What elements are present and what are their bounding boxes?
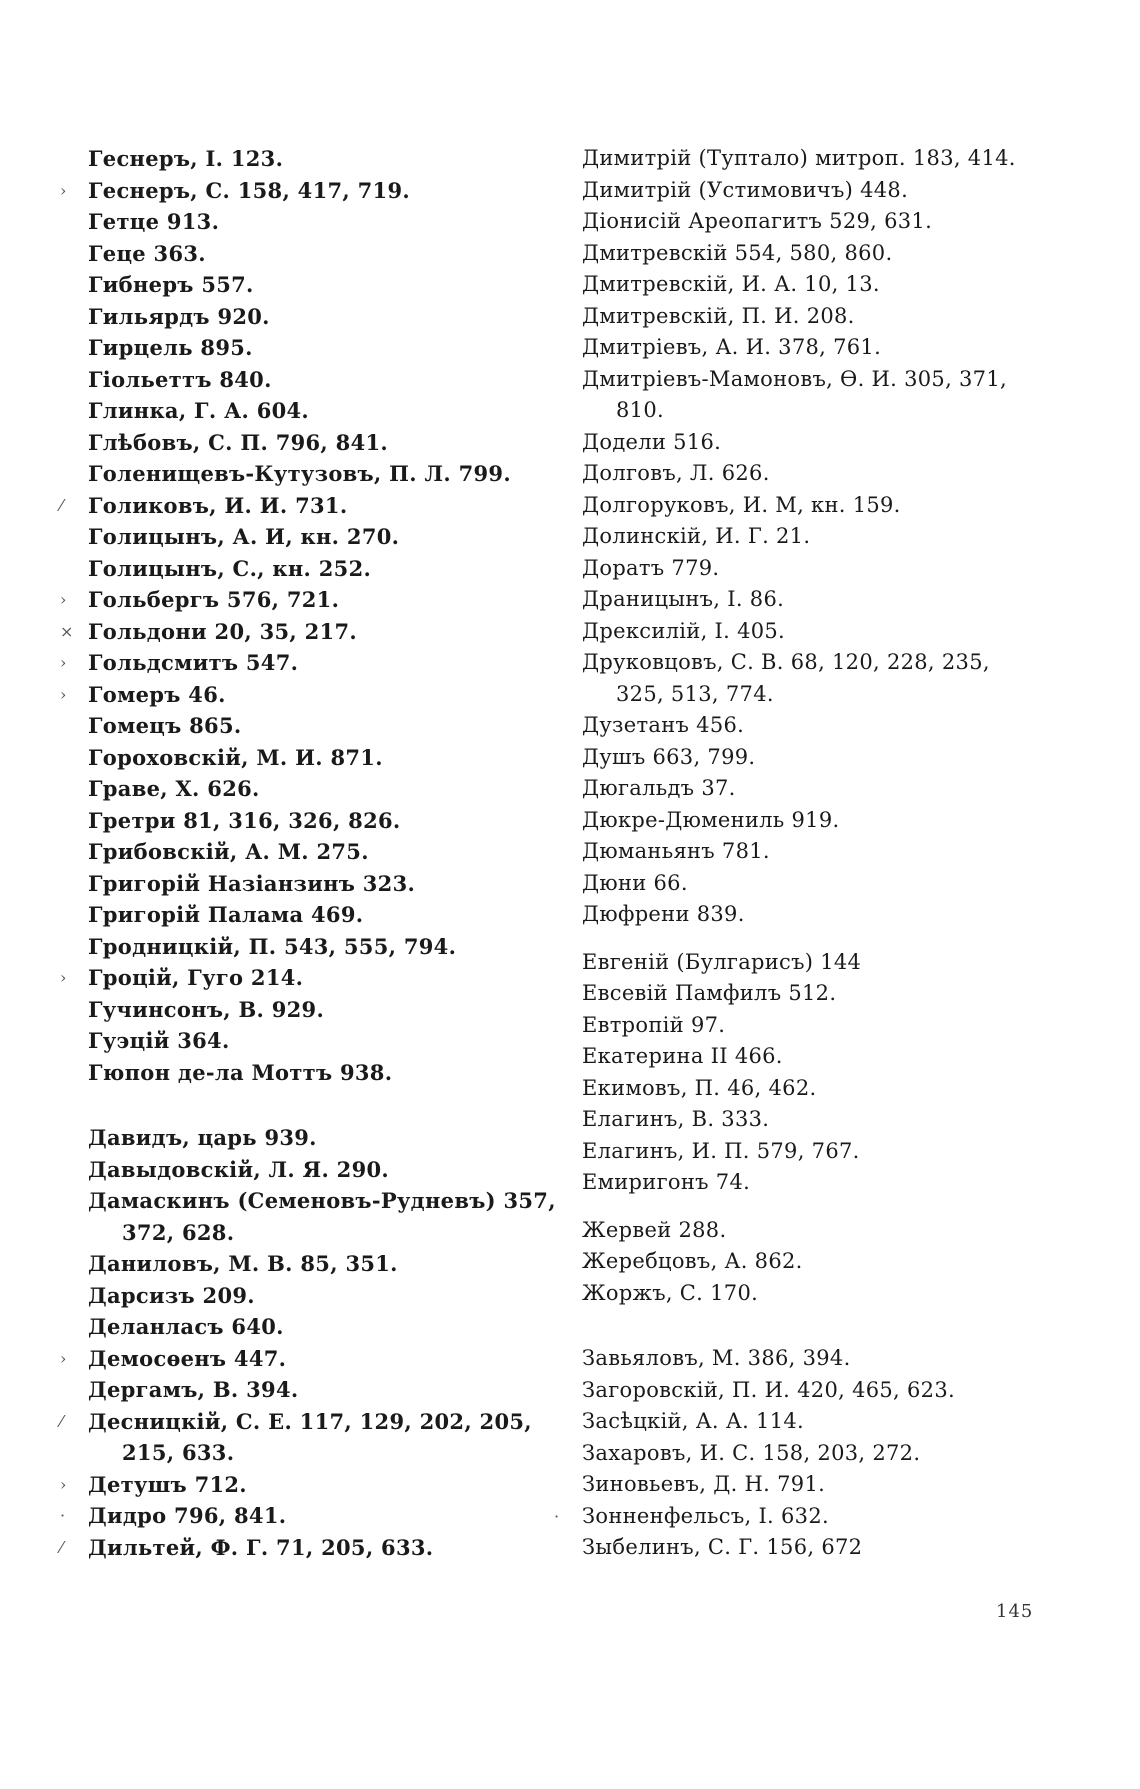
index-entry-text: Евгеній (Булгарисъ) 144 [582,949,862,974]
index-entry-text: Геснеръ, І. 123. [88,146,284,171]
index-entry-text: Гороховскій, М. И. 871. [88,744,383,770]
index-entry-text: Дмитревскій, П. И. 208. [582,303,855,328]
index-entry-text: Дарсизъ 209. [88,1282,255,1308]
index-entry-text: Десницкій, С. Е. 117, 129, 202, 205, 215, 633. [88,1408,532,1465]
index-entry-text: Гольдони 20, 35, 217. [88,618,357,644]
index-entry-text: Детушъ 712. [88,1471,247,1497]
index-entry [88,206,558,238]
index-entry [582,1136,1042,1168]
index-entry-text: Дузетанъ 456. [582,713,745,737]
index-entry-text: Геснеръ, С. 158, 417, 719. [88,177,410,203]
index-entry [582,742,1042,774]
index-entry-text: Гучинсонъ, В. 929. [88,996,325,1022]
margin-mark: × [60,621,74,641]
index-entry [582,1010,1042,1042]
margin-mark: › [60,1348,67,1368]
index-entry [88,1025,558,1057]
index-entry-text: Давидъ, царь 939. [88,1125,317,1150]
index-entry [88,238,558,270]
index-entry-text: Голенищевъ-Кутузовъ, П. Л. 799. [88,461,511,486]
index-entry [60,490,558,522]
index-entry [60,616,558,648]
index-entry-text: Гродницкій, П. 543, 555, 794. [88,933,457,959]
index-entry [88,710,558,742]
index-entry-text: Жеребцовъ, А. 862. [582,1249,803,1273]
index-entry-text: Доратъ 779. [582,555,720,580]
index-entry-text: Гетце 913. [88,209,220,234]
index-entry-text: Голицынъ, А. И, кн. 270. [88,524,400,549]
index-entry-text: Елагинъ, И. П. 579, 767. [582,1138,860,1163]
index-entry-text: Гюпон де-ла Моттъ 938. [88,1059,393,1085]
index-entry [88,521,558,553]
index-entry-text: Долговъ, Л. 626. [582,461,770,485]
index-entry [60,679,558,711]
index-entry [60,1532,558,1564]
index-entry [88,805,558,837]
index-entry-text: Дамаскинъ (Семеновъ-Рудневъ) 357, 372, 628. [88,1188,556,1245]
index-entry-text: Грибовскій, А. М. 275. [88,839,369,864]
margin-mark: › [60,968,67,987]
index-entry [88,364,558,396]
index-entry-text: Димитрій (Устимовичъ) 448. [582,177,909,202]
index-entry-text: Дюфрени 839. [582,902,745,926]
index-entry-text: Засѣцкій, А. А. 114. [582,1409,804,1433]
index-entry-text: Драницынъ, І. 86. [582,587,785,611]
index-entry [582,1438,1042,1470]
index-entry-text: Душъ 663, 799. [582,744,756,769]
index-entry-text: Гіольеттъ 840. [88,366,272,392]
index-entry [582,175,1042,207]
index-entry-text: Григорій Назіанзинъ 323. [88,870,416,896]
index-entry [582,1343,1042,1375]
index-entry [88,1185,558,1248]
index-entry-text: Евсевій Памфилъ 512. [582,981,837,1005]
index-entry [582,301,1042,333]
index-entry-text: Екимовъ, П. 46, 462. [582,1075,817,1100]
index-entry-text: Гретри 81, 316, 326, 826. [88,807,401,833]
index-entry [582,143,1042,175]
index-entry [88,1122,558,1154]
margin-mark: ⁄ [60,1411,63,1431]
index-entry [88,1248,558,1280]
index-entry-text: Зиновьевъ, Д. Н. 791. [582,1472,826,1496]
index-entry-text: Друковцовъ, С. В. 68, 120, 228, 235, 325, 513, 774. [582,650,990,706]
index-entry-text: Голиковъ, И. И. 731. [88,492,348,518]
index-entry [582,1278,1042,1310]
index-entry [582,584,1042,616]
index-entry [582,1246,1042,1278]
index-entry [88,1057,558,1089]
index-entry [582,427,1042,459]
index-entry [582,206,1042,238]
index-entry [582,490,1042,522]
index-entry-text: Гуэцій 364. [88,1028,230,1053]
index-entry [88,773,558,805]
index-entry-text: Граве, Х. 626. [88,776,260,801]
index-entry [582,773,1042,805]
index-entry-text: Дмитріевъ, А. И. 378, 761. [582,335,882,359]
index-entry [582,1073,1042,1105]
index-entry [582,1469,1042,1501]
index-entry [582,978,1042,1010]
index-entry-text: Жоржъ, С. 170. [582,1280,759,1305]
margin-mark: · [554,1506,560,1526]
index-entry [582,458,1042,490]
index-entry-text: Деланласъ 640. [88,1314,284,1339]
index-entry [582,710,1042,742]
index-entry [88,301,558,333]
index-entry-text: Екатерина II 466. [582,1044,783,1068]
index-entry [582,947,1042,979]
index-entry [582,805,1042,837]
margin-mark: › [60,180,67,200]
index-entry [60,962,558,994]
index-entry [582,647,1042,710]
index-entry-text: Дюманьянъ 781. [582,839,770,863]
index-entry-text: Дюкре-Дюмениль 919. [582,807,840,832]
page-number: 145 [996,1601,1034,1622]
index-entry [554,1501,1042,1533]
index-entry [88,332,558,364]
index-entry-text: Зонненфельсъ, І. 632. [582,1503,829,1528]
index-entry-text: Гомецъ 865. [88,713,242,738]
index-entry [60,1500,558,1532]
index-entry [60,175,558,207]
index-entry-text: Григорій Палама 469. [88,902,364,927]
index-entry [88,395,558,427]
index-entry [582,868,1042,900]
index-entry [582,364,1042,427]
index-entry-text: Гольдсмитъ 547. [88,650,299,675]
index-entry-text: Додели 516. [582,429,722,454]
index-entry [582,1406,1042,1438]
index-entry-text: Дидро 796, 841. [88,1503,287,1528]
margin-mark: › [60,1474,67,1494]
index-entry [582,332,1042,364]
index-entry [60,1469,558,1501]
index-entry [88,458,558,490]
margin-mark: › [60,653,67,672]
index-entry [88,269,558,301]
index-entry [582,1532,1042,1564]
margin-mark: › [60,684,67,704]
index-entry-text: Глѣбовъ, С. П. 796, 841. [88,429,388,455]
index-entry [88,427,558,459]
index-entry [60,1343,558,1375]
index-entry [88,742,558,774]
index-entry-text: Глинка, Г. А. 604. [88,398,310,423]
index-entry-text: Завьяловъ, М. 386, 394. [582,1346,851,1370]
index-entry-text: Жервей 288. [582,1217,727,1242]
index-entry-text: Гирцель 895. [88,335,253,360]
index-entry [582,899,1042,931]
index-entry-text: Дмитріевъ-Мамоновъ, Ѳ. И. 305, 371, 810. [582,366,1007,422]
index-entry-text: Елагинъ, В. 333. [582,1107,770,1131]
index-entry [88,899,558,931]
index-entry-text: Геце 363. [88,240,206,266]
index-entry [88,1154,558,1186]
index-entry-text: Загоровскій, П. И. 420, 465, 623. [582,1377,955,1402]
index-entry [88,931,558,963]
index-entry [582,238,1042,270]
index-entry [60,647,558,679]
index-entry-text: Захаровъ, И. С. 158, 203, 272. [582,1440,921,1465]
index-entry [582,521,1042,553]
margin-mark: › [60,590,67,609]
index-column-right [554,143,1042,1564]
index-entry [582,1215,1042,1247]
index-entry-text: Демосѳенъ 447. [88,1345,287,1371]
index-entry [88,1311,558,1343]
index-entry-text: Евтропій 97. [582,1012,726,1037]
index-entry [60,1406,558,1469]
index-entry [88,868,558,900]
index-entry [88,836,558,868]
index-entry-text: Дюгальдъ 37. [582,776,736,800]
margin-mark: ⁄ [60,1537,63,1557]
index-entry-text: Гроцій, Гуго 214. [88,965,304,990]
margin-mark: · [60,1506,66,1525]
margin-mark: ⁄ [60,495,63,515]
index-entry [88,143,558,175]
index-entry [88,994,558,1026]
index-entry [582,1167,1042,1199]
index-entry-text: Гомеръ 46. [88,681,226,707]
index-entry [582,836,1042,868]
index-entry [582,1375,1042,1407]
index-entry [582,269,1042,301]
index-entry [582,553,1042,585]
index-entry-text: Долгоруковъ, И. М, кн. 159. [582,492,901,517]
index-entry-text: Дергамъ, В. 394. [88,1377,299,1402]
index-entry-text: Дмитревскій, И. А. 10, 13. [582,272,880,296]
index-entry-text: Давыдовскій, Л. Я. 290. [88,1156,390,1182]
index-entry-text: Гибнеръ 557. [88,272,254,297]
index-entry [582,1041,1042,1073]
index-entry-text: Даниловъ, М. В. 85, 351. [88,1251,398,1276]
index-entry [88,553,558,585]
index-entry-text: Дрексилій, І. 405. [582,618,786,643]
index-entry [582,1104,1042,1136]
index-entry-text: Гильярдъ 920. [88,303,270,329]
index-entry-text: Голицынъ, С., кн. 252. [88,555,372,581]
index-entry-text: Дюни 66. [582,870,688,895]
index-entry-text: Зыбелинъ, С. Г. 156, 672 [582,1535,863,1559]
index-entry-text: Емиригонъ 74. [582,1170,751,1194]
index-entry-text: Гольбергъ 576, 721. [88,587,340,612]
index-entry-text: Долинскій, И. Г. 21. [582,524,811,548]
index-column-left [60,143,558,1563]
index-entry-text: Дильтей, Ф. Г. 71, 205, 633. [88,1534,434,1560]
index-entry [60,584,558,616]
index-entry-text: Дмитревскій 554, 580, 860. [582,240,893,265]
index-entry [88,1374,558,1406]
index-entry [582,616,1042,648]
index-entry-text: Діонисій Ареопагитъ 529, 631. [582,209,933,233]
index-entry-text: Димитрій (Туптало) митроп. 183, 414. [582,146,1016,170]
index-entry [88,1280,558,1312]
